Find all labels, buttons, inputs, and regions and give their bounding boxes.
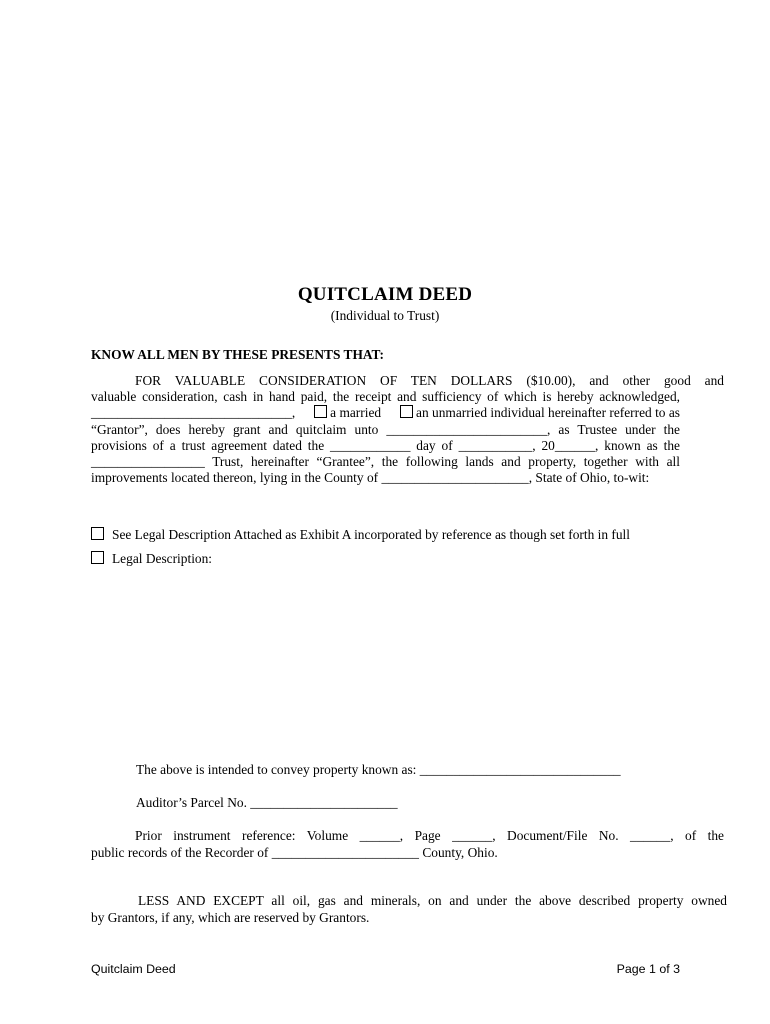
unmarried-checkbox[interactable] xyxy=(400,405,413,418)
exhibit-option xyxy=(91,527,630,543)
paragraph-line: “Grantor”, does hereby grant and quitclaim unto ________________________, as Trustee under the xyxy=(91,422,680,437)
paragraph-line: Prior instrument reference: Volume ______, Page ______, Document/File No. ______, of the xyxy=(135,828,724,843)
married-checkbox[interactable] xyxy=(314,405,327,418)
property-line: The above is intended to convey property known as: ______________________________ xyxy=(136,762,621,777)
paragraph-line: provisions of a trust agreement dated the ____________ day of ___________, 20______, known as the xyxy=(91,438,680,453)
parcel-line: Auditor’s Parcel No. ______________________ xyxy=(136,795,398,810)
grantor-name-blank[interactable]: ______________________________, xyxy=(91,405,296,420)
legal-description-option xyxy=(91,551,212,567)
paragraph-line: valuable consideration, cash in hand paid, the receipt and sufficiency of which is hereby acknowledged, xyxy=(91,389,680,404)
paragraph-line: by Grantors, if any, which are reserved by Grantors. xyxy=(91,910,370,925)
married-option xyxy=(314,405,381,421)
paragraph-line: public records of the Recorder of ______________________ County, Ohio. xyxy=(91,845,498,860)
document-title: QUITCLAIM DEED xyxy=(297,284,473,305)
grantor-line xyxy=(91,405,680,421)
exhibit-label: See Legal Description Attached as Exhibit A incorporated by reference as though set forth in full xyxy=(112,527,630,542)
document-subtitle: (Individual to Trust) xyxy=(330,308,440,323)
paragraph-line: improvements located thereon, lying in the County of ______________________, State of Ohio, to-wit: xyxy=(91,470,650,485)
unmarried-label: an unmarried individual hereinafter referred to as xyxy=(416,405,680,420)
legal-description-label: Legal Description: xyxy=(112,551,213,566)
footer-left: Quitclaim Deed xyxy=(91,962,176,976)
unmarried-option xyxy=(400,405,680,421)
legal-description-checkbox[interactable] xyxy=(91,551,104,564)
footer-page-number: Page 1 of 3 xyxy=(616,962,680,976)
section-heading: KNOW ALL MEN BY THESE PRESENTS THAT: xyxy=(91,347,384,362)
paragraph-line: LESS AND EXCEPT all oil, gas and minerals, on and under the above described property owned xyxy=(138,893,727,908)
paragraph-line: FOR VALUABLE CONSIDERATION OF TEN DOLLARS ($10.00), and other good and xyxy=(135,373,724,388)
paragraph-line: _________________ Trust, hereinafter “Grantee”, the following lands and property, together with all xyxy=(91,454,680,469)
exhibit-checkbox[interactable] xyxy=(91,527,104,540)
married-label: a married xyxy=(330,405,382,420)
